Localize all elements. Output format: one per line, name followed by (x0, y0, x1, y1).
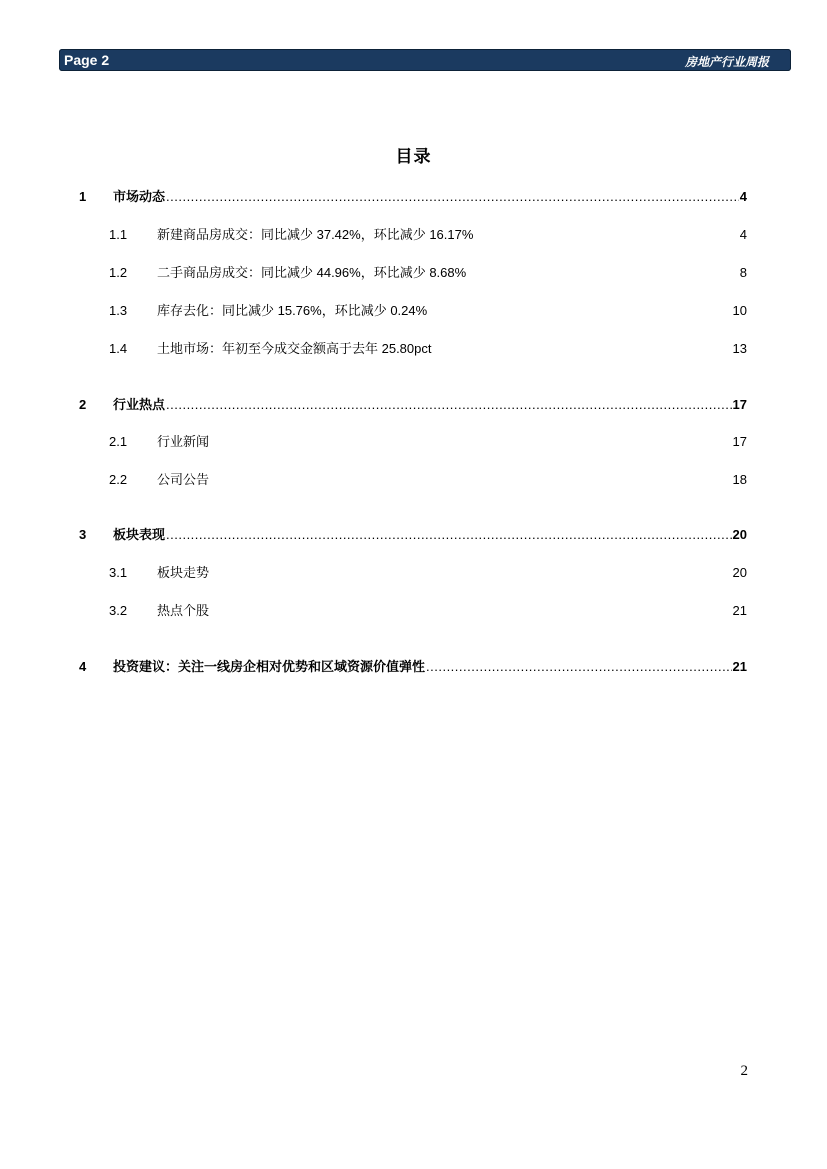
toc-title: 目录 (395, 147, 432, 166)
toc-entry-section-1[interactable] (79, 187, 747, 207)
toc-entry-text: 市场动态 (113, 189, 166, 204)
toc-entry-section-2-2[interactable] (79, 470, 747, 490)
toc-entry-page: 21 (732, 603, 747, 618)
toc-entry-number: 3.2 (109, 603, 128, 618)
toc-entry-section-2-1[interactable] (79, 432, 747, 452)
toc-entry-number: 2 (79, 397, 87, 412)
toc-entry-page: 8 (739, 265, 747, 280)
toc-entry-number: 1.3 (109, 303, 128, 318)
toc-entry-section-1-3[interactable] (79, 301, 747, 321)
toc-entry-number: 1.1 (109, 227, 128, 242)
toc-entry-section-3-1[interactable] (79, 563, 747, 583)
toc-entry-text: 土地市场：年初至今成交金额高于去年 25.80pct (157, 341, 432, 356)
toc-entry-section-3-2[interactable] (79, 601, 747, 621)
toc-dot-leader (166, 525, 732, 545)
toc-entry-section-1-1[interactable] (79, 225, 747, 245)
toc-entry-text: 板块走势 (157, 565, 210, 580)
toc-entry-text: 新建商品房成交：同比减少 37.42%，环比减少 16.17% (157, 227, 474, 242)
toc-entry-page: 10 (732, 303, 747, 318)
toc-entry-text: 板块表现 (113, 527, 166, 542)
toc-entry-section-1-2[interactable] (79, 263, 747, 283)
toc-entry-page: 4 (739, 189, 747, 204)
header-bar (59, 49, 791, 71)
toc-entry-section-2[interactable] (79, 395, 747, 415)
toc-entry-section-4[interactable] (79, 657, 747, 677)
toc-entry-number: 1 (79, 189, 87, 204)
toc-dot-leader (426, 657, 732, 677)
toc-entry-page: 20 (732, 527, 747, 542)
toc-entry-page: 4 (739, 227, 747, 242)
toc-entry-number: 3 (79, 527, 87, 542)
toc-entry-text: 二手商品房成交：同比减少 44.96%，环比减少 8.68% (157, 265, 467, 280)
toc-entry-text: 库存去化：同比减少 15.76%，环比减少 0.24% (157, 303, 428, 318)
toc-entry-section-3[interactable] (79, 525, 747, 545)
toc-entry-text: 行业新闻 (157, 434, 210, 449)
toc-dot-leader (166, 187, 739, 207)
toc-entry-page: 13 (732, 341, 747, 356)
toc-entry-number: 4 (79, 659, 87, 674)
page-number: 2 (740, 1063, 748, 1079)
toc-entry-text: 热点个股 (157, 603, 210, 618)
toc-entry-page: 20 (732, 565, 747, 580)
toc-entry-text: 行业热点 (113, 397, 166, 412)
toc-entry-page: 17 (732, 434, 747, 449)
toc-entry-number: 2.1 (109, 434, 128, 449)
toc-entry-page: 18 (732, 472, 747, 487)
toc-entry-text: 公司公告 (157, 472, 210, 487)
toc-entry-text: 投资建议：关注一线房企相对优势和区域资源价值弹性 (113, 659, 426, 674)
toc-entry-section-1-4[interactable] (79, 339, 747, 359)
toc-entry-page: 21 (732, 659, 747, 674)
header-report-title: 房地产行业周报 (684, 55, 769, 69)
toc-entry-number: 2.2 (109, 472, 128, 487)
toc-entry-number: 1.4 (109, 341, 128, 356)
header-page-label: Page 2 (64, 52, 110, 68)
toc-entry-page: 17 (732, 397, 747, 412)
toc-entry-number: 1.2 (109, 265, 128, 280)
toc-dot-leader (166, 395, 732, 415)
toc-entry-number: 3.1 (109, 565, 128, 580)
